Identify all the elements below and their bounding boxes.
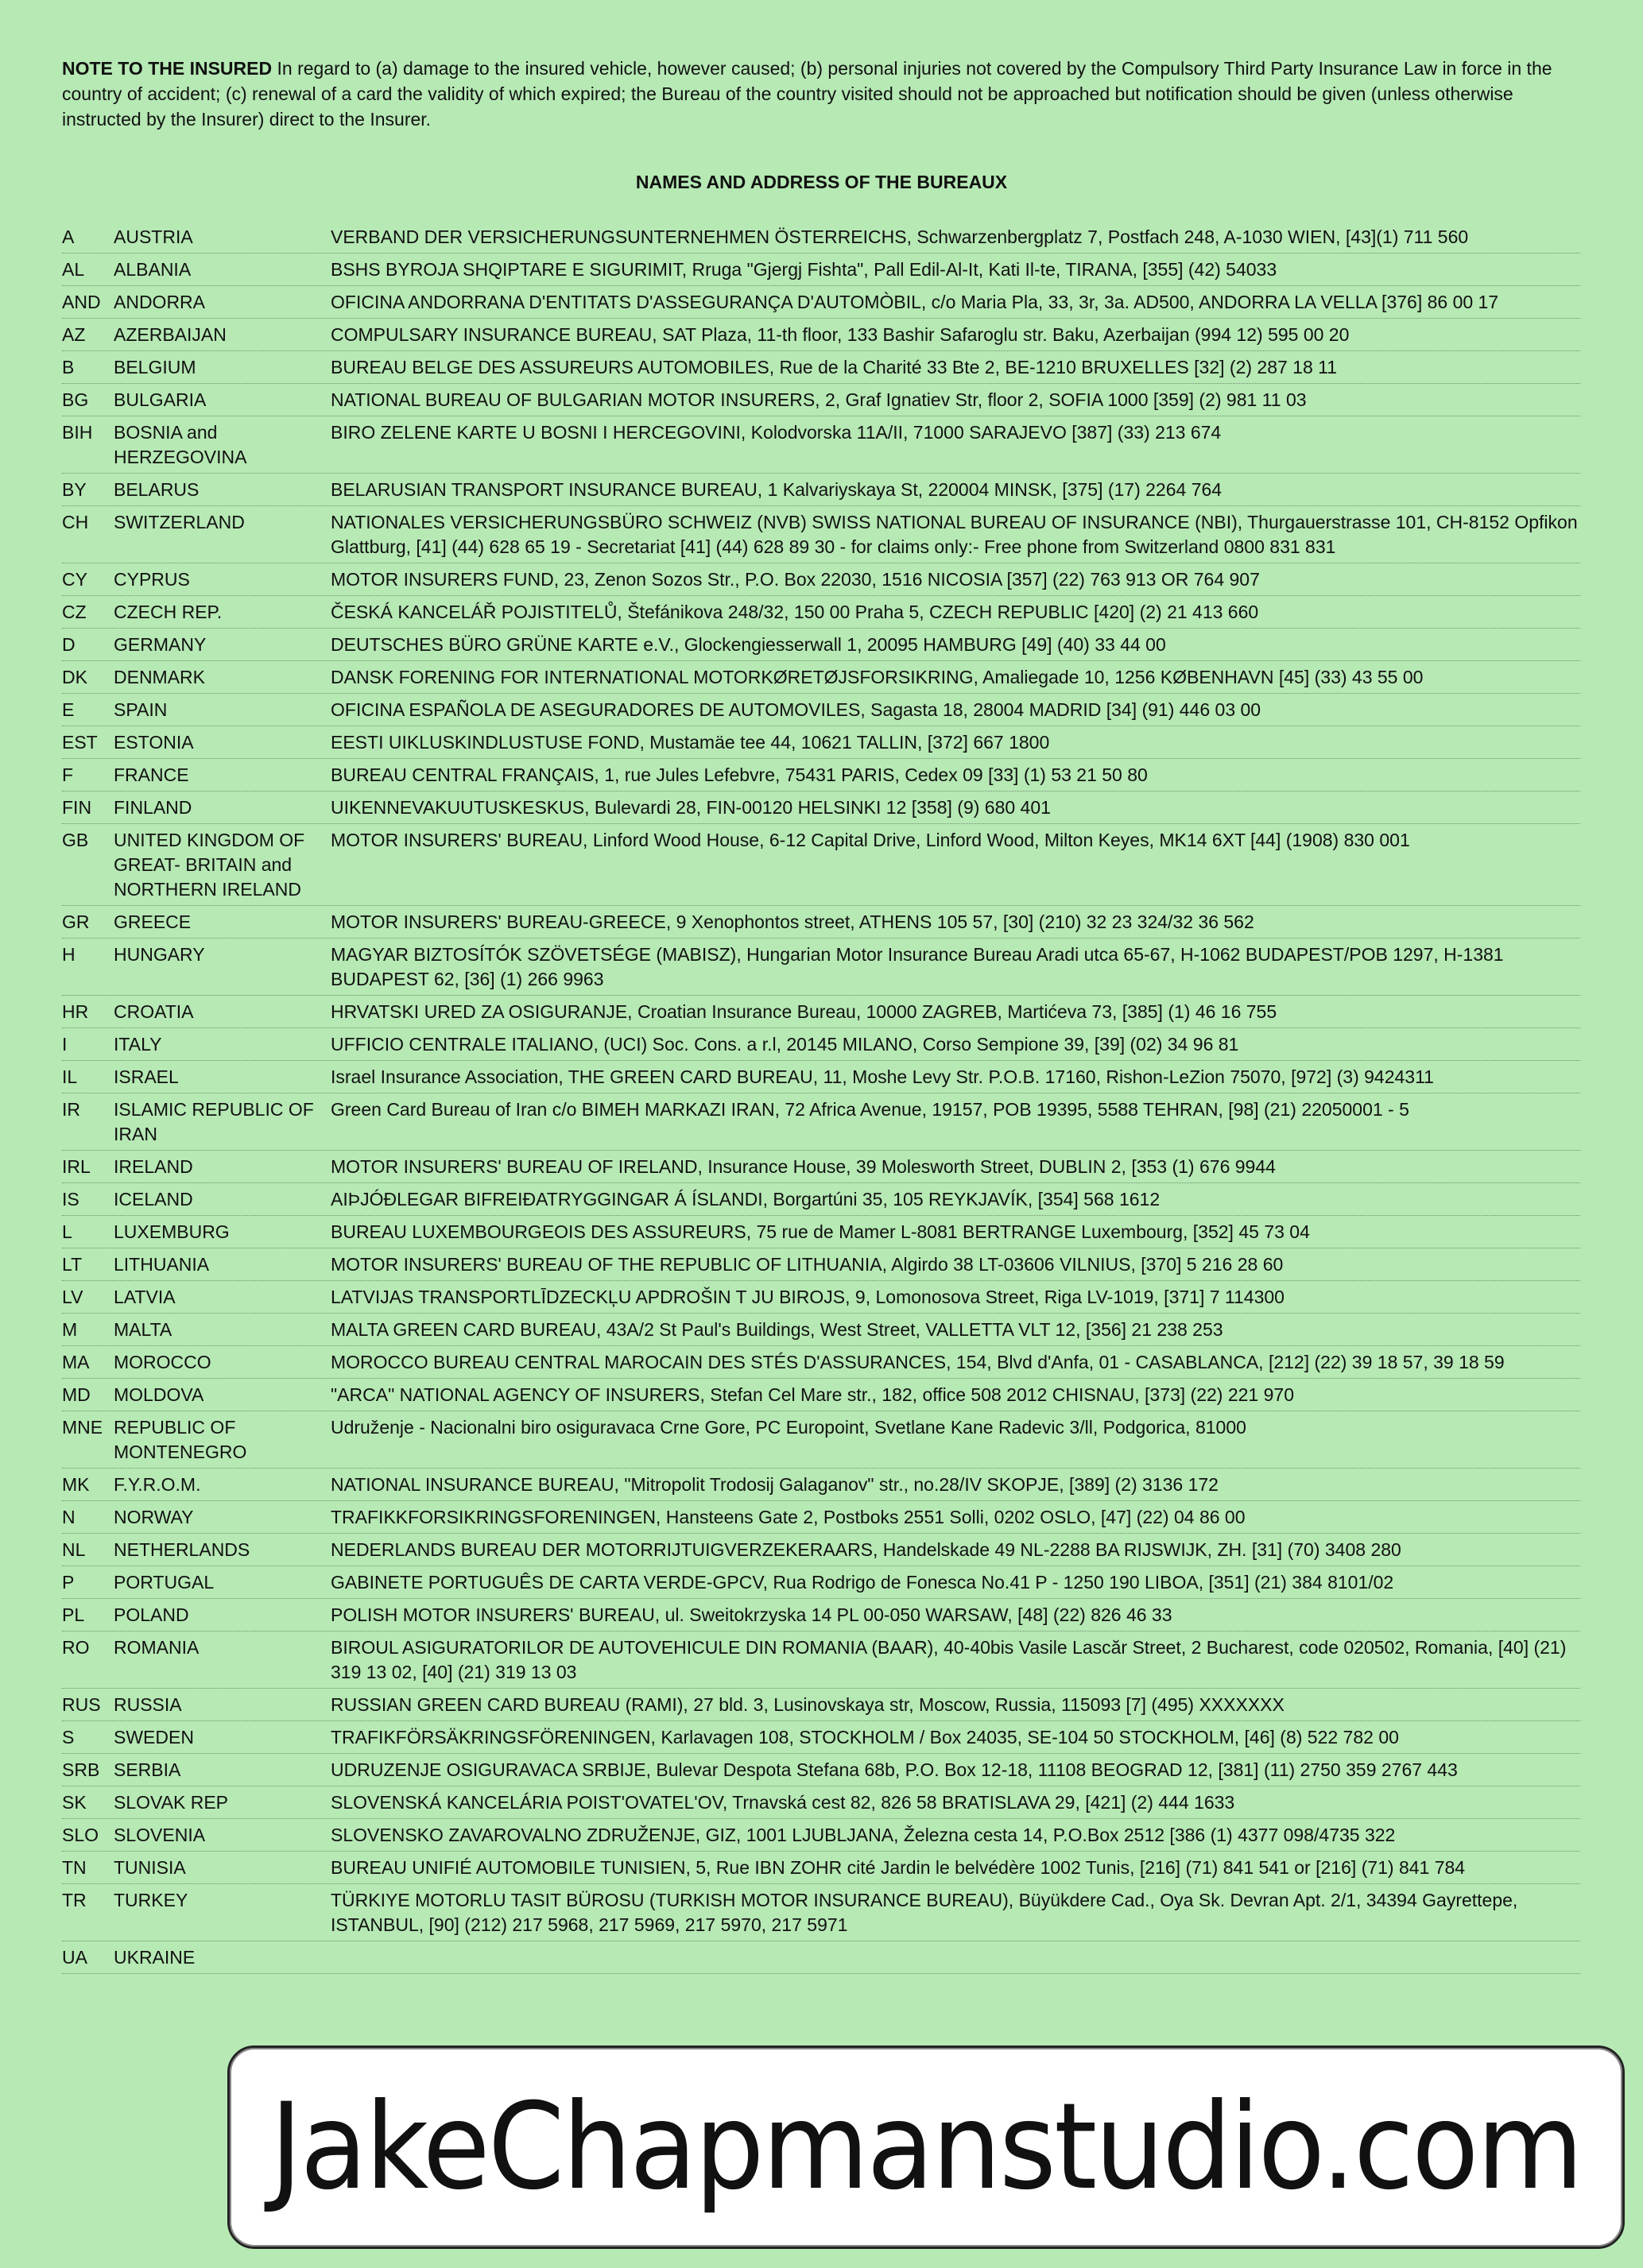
bureau-address: Israel Insurance Association, THE GREEN CARD BUREAU, 11, Moshe Levy Str. P.O.B. 17160, Rishon-LeZion 75070, [972] (3) 9424311 [331, 1066, 1434, 1087]
bureau-code: DK [62, 667, 87, 687]
bureau-country: LATVIA [114, 1287, 176, 1307]
bureau-code: IRL [62, 1156, 91, 1177]
bureau-row [62, 1216, 1580, 1248]
bureau-address: UDRUZENJE OSIGURAVACA SRBIJE, Bulevar Despota Stefana 68b, P.O. Box 12-18, 11108 BEOGRAD 12, [381] (11) 2750 359 2767 443 [331, 1759, 1458, 1780]
bureau-code: TR [62, 1890, 87, 1910]
bureau-country: LITHUANIA [114, 1254, 210, 1275]
bureau-country: AUSTRIA [114, 226, 193, 247]
bureau-code: CZ [62, 602, 87, 622]
bureau-row [62, 1411, 1580, 1469]
bureau-country: PORTUGAL [114, 1572, 215, 1593]
bureau-country: DENMARK [114, 667, 206, 687]
bureau-country: MOROCCO [114, 1352, 211, 1372]
bureau-code: S [62, 1727, 75, 1747]
bureau-code: A [62, 226, 75, 247]
bureau-row [62, 416, 1580, 474]
bureau-address: HRVATSKI URED ZA OSIGURANJE, Croatian Insurance Bureau, 10000 ZAGREB, Martićeva 73, [385] (1) 46 16 755 [331, 1001, 1277, 1022]
bureau-code: EST [62, 732, 98, 753]
bureau-country: F.Y.R.O.M. [114, 1474, 201, 1495]
bureau-country: UKRAINE [114, 1947, 196, 1968]
bureau-address: RUSSIAN GREEN CARD BUREAU (RAMI), 27 bld. 3, Lusinovskaya str, Moscow, Russia, 115093 [7] (495) XXXXXXX [331, 1694, 1285, 1715]
bureau-row [62, 1819, 1580, 1852]
bureau-row [62, 726, 1580, 759]
bureau-country: AZERBAIJAN [114, 324, 227, 345]
note-to-insured [62, 56, 1572, 132]
bureau-address: TRAFIKFÖRSÄKRINGSFÖRENINGEN, Karlavagen 108, STOCKHOLM / Box 24035, SE-104 50 STOCKHOLM, [46] (8) 522 782 00 [331, 1727, 1399, 1747]
bureau-country: NETHERLANDS [114, 1539, 250, 1560]
bureau-country: IRELAND [114, 1156, 193, 1177]
bureau-code: MNE [62, 1417, 103, 1438]
bureau-row [62, 506, 1580, 563]
bureau-code: N [62, 1507, 76, 1527]
bureau-address: EESTI UIKLUSKINDLUSTUSE FOND, Mustamäe tee 44, 10621 TALLIN, [372] 667 1800 [331, 732, 1050, 753]
bureau-code: F [62, 764, 74, 785]
bureau-address: BSHS BYROJA SHQIPTARE E SIGURIMIT, Rruga "Gjergj Fishta", Pall Edil-Al-It, Kati Il-te, TIRANA, [355] (42) 54033 [331, 259, 1277, 280]
note-text: In regard to (a) damage to the insured vehicle, however caused; (b) personal injuries not covered by the Compulsory Third Party Insurance Law in force in the country of accident; (c) renewal of a card the validity of which expired; the Bureau of the country visited should not be approached but notification should be given (unless otherwise instructed by the Insurer) direct to the Insurer. [62, 58, 1552, 130]
bureau-address: UFFICIO CENTRALE ITALIANO, (UCI) Soc. Cons. a r.l, 20145 MILANO, Corso Sempione 39, [39] (02) 34 96 81 [331, 1034, 1239, 1055]
bureau-code: IL [62, 1066, 78, 1087]
bureau-country: RUSSIA [114, 1694, 182, 1715]
bureau-code: GR [62, 911, 90, 932]
bureau-code: SLO [62, 1825, 99, 1845]
bureau-code: HR [62, 1001, 89, 1022]
bureau-row [62, 1093, 1580, 1151]
bureau-code: AND [62, 292, 101, 312]
bureaux-list [62, 221, 1580, 1974]
bureau-country: BOSNIA and HERZEGOVINA [114, 422, 247, 467]
bureau-address: "ARCA" NATIONAL AGENCY OF INSURERS, Stefan Cel Mare str., 182, office 508 2012 CHISNAU, [373] (22) 221 970 [331, 1384, 1294, 1405]
bureau-address: Green Card Bureau of Iran c/o BIMEH MARKAZI IRAN, 72 Africa Avenue, 19157, POB 19395, 5588 TEHRAN, [98] (21) 22050001 - 5 [331, 1099, 1409, 1120]
bureau-country: ICELAND [114, 1189, 193, 1209]
bureau-row [62, 661, 1580, 694]
bureau-country: CZECH REP. [114, 602, 223, 622]
bureau-row [62, 1786, 1580, 1819]
bureau-country: FRANCE [114, 764, 189, 785]
bureau-row [62, 1566, 1580, 1599]
bureau-row [62, 1689, 1580, 1721]
bureau-row [62, 474, 1580, 506]
bureau-address: GABINETE PORTUGUÊS DE CARTA VERDE-GPCV, Rua Rodrigo de Fonesca No.41 P - 1250 190 LIBOA, [351] (21) 384 8101/02 [331, 1572, 1394, 1593]
bureau-row [62, 1151, 1580, 1183]
bureau-row [62, 596, 1580, 629]
bureau-code: UA [62, 1947, 87, 1968]
bureau-code: M [62, 1319, 78, 1340]
bureau-country: SWITZERLAND [114, 512, 245, 532]
bureau-row [62, 1346, 1580, 1379]
bureau-row [62, 824, 1580, 906]
bureau-row [62, 996, 1580, 1028]
bureau-address: BUREAU UNIFIÉ AUTOMOBILE TUNISIEN, 5, Rue IBN ZOHR cité Jardin le belvédère 1002 Tunis, [216] (71) 841 541 or [216] (71) 841 784 [331, 1857, 1466, 1878]
bureau-country: POLAND [114, 1604, 189, 1625]
bureau-country: ROMANIA [114, 1637, 200, 1658]
bureau-country: ALBANIA [114, 259, 192, 280]
bureau-address: TRAFIKKFORSIKRINGSFORENINGEN, Hansteens Gate 2, Postboks 2551 Solli, 0202 OSLO, [47] (22) 04 86 00 [331, 1507, 1246, 1527]
bureau-country: NORWAY [114, 1507, 194, 1527]
bureau-row [62, 1248, 1580, 1281]
bureau-code: MD [62, 1384, 91, 1405]
bureau-country: SLOVAK REP [114, 1792, 229, 1813]
bureau-address: UIKENNEVAKUUTUSKESKUS, Bulevardi 28, FIN-00120 HELSINKI 12 [358] (9) 680 401 [331, 797, 1051, 818]
bureau-code: B [62, 357, 75, 377]
bureau-code: L [62, 1221, 72, 1242]
bureau-country: ISLAMIC REPUBLIC OF IRAN [114, 1099, 314, 1144]
bureau-code: AZ [62, 324, 86, 345]
bureau-row [62, 1183, 1580, 1216]
bureau-address: NATIONAL INSURANCE BUREAU, "Mitropolit Trodosij Galaganov" str., no.28/IV SKOPJE, [389] (2) 3136 172 [331, 1474, 1219, 1495]
bureau-row [62, 221, 1580, 254]
bureau-address: DEUTSCHES BÜRO GRÜNE KARTE e.V., Glockengiesserwall 1, 20095 HAMBURG [49] (40) 33 44 00 [331, 634, 1166, 655]
bureau-country: TURKEY [114, 1890, 188, 1910]
bureau-country: TUNISIA [114, 1857, 186, 1878]
watermark-text: JakeChapmanstudio.com [270, 2078, 1582, 2216]
bureau-row [62, 1631, 1580, 1689]
bureau-code: IR [62, 1099, 80, 1120]
bureau-address: MAGYAR BIZTOSÍTÓK SZÖVETSÉGE (MABISZ), Hungarian Motor Insurance Bureau Aradi utca 65-67, H-1062 BUDAPEST/POB 1297, H-1381 BUDAPEST 62, [36] (1) 266 9963 [331, 944, 1504, 989]
bureau-code: BG [62, 389, 89, 410]
bureau-code: D [62, 634, 76, 655]
section-title: NAMES AND ADDRESS OF THE BUREAUX [635, 172, 1008, 192]
bureau-country: FINLAND [114, 797, 192, 818]
bureau-country: ISRAEL [114, 1066, 179, 1087]
bureau-country: BELGIUM [114, 357, 196, 377]
bureau-code: IS [62, 1189, 79, 1209]
bureau-country: MALTA [114, 1319, 172, 1340]
bureau-row [62, 1884, 1580, 1941]
bureau-country: BELARUS [114, 479, 200, 500]
bureau-address: BUREAU LUXEMBOURGEOIS DES ASSUREURS, 75 rue de Mamer L-8081 BERTRANGE Luxembourg, [352] 45 73 04 [331, 1221, 1310, 1242]
bureau-code: CH [62, 512, 89, 532]
bureau-row [62, 759, 1580, 791]
bureau-country: SPAIN [114, 699, 168, 720]
bureau-address: MOTOR INSURERS' BUREAU OF THE REPUBLIC OF LITHUANIA, Algirdo 38 LT-03606 VILNIUS, [370] 5 216 28 60 [331, 1254, 1284, 1275]
bureau-row [62, 1379, 1580, 1411]
bureau-address: DANSK FORENING FOR INTERNATIONAL MOTORKØRETØJSFORSIKRING, Amaliegade 10, 1256 KØBENHAVN [45] (33) 43 55 00 [331, 667, 1424, 687]
bureau-code: E [62, 699, 75, 720]
note-label: NOTE TO THE INSURED [62, 58, 273, 79]
bureau-country: ITALY [114, 1034, 162, 1055]
bureau-code: FIN [62, 797, 92, 818]
bureau-address: MOTOR INSURERS FUND, 23, Zenon Sozos Str., P.O. Box 22030, 1516 NICOSIA [357] (22) 763 913 OR 764 907 [331, 569, 1260, 590]
bureau-code: MA [62, 1352, 90, 1372]
bureau-row [62, 906, 1580, 939]
bureau-code: SRB [62, 1759, 100, 1780]
bureau-row [62, 629, 1580, 661]
bureau-country: SLOVENIA [114, 1825, 206, 1845]
bureau-row [62, 1469, 1580, 1501]
bureau-country: GREECE [114, 911, 192, 932]
bureau-country: HUNGARY [114, 944, 205, 965]
bureau-country: REPUBLIC OF MONTENEGRO [114, 1417, 247, 1462]
bureau-row [62, 1534, 1580, 1566]
bureau-code: I [62, 1034, 68, 1055]
bureau-address: NATIONALES VERSICHERUNGSBÜRO SCHWEIZ (NVB) SWISS NATIONAL BUREAU OF INSURANCE (NBI), Thurgauerstrasse 101, CH-8152 Opfikon Glattburg, [41] (44) 628 65 19 - Secretariat [41] (44) 628 89 30 - for claims only:- Free phone from Switzerland 0800 831 831 [331, 512, 1578, 557]
bureau-code: TN [62, 1857, 87, 1878]
bureau-address: MALTA GREEN CARD BUREAU, 43A/2 St Paul's Buildings, West Street, VALLETTA VLT 12, [356] 21 238 253 [331, 1319, 1223, 1340]
bureau-code: RO [62, 1637, 90, 1658]
bureau-row [62, 1501, 1580, 1534]
bureau-address: BIRO ZELENE KARTE U BOSNI I HERCEGOVINI, Kolodvorska 11A/II, 71000 SARAJEVO [387] (33) 213 674 [331, 422, 1222, 443]
bureau-address: ČESKÁ KANCELÁŘ POJISTITELŮ, Štefánikova 248/32, 150 00 Praha 5, CZECH REPUBLIC [420] (2) 21 413 660 [331, 602, 1259, 622]
bureau-address: BIROUL ASIGURATORILOR DE AUTOVEHICULE DIN ROMANIA (BAAR), 40-40bis Vasile Lascăr Street, 2 Bucharest, code 020502, Romania, [40] (21) 319 13 02, [40] (21) 319 13 03 [331, 1637, 1567, 1682]
bureau-code: CY [62, 569, 87, 590]
bureau-country: SWEDEN [114, 1727, 194, 1747]
bureau-address: MOROCCO BUREAU CENTRAL MAROCAIN DES STÉS D'ASSURANCES, 154, Blvd d'Anfa, 01 - CASABLANCA, [212] (22) 39 18 57, 39 18 59 [331, 1352, 1505, 1372]
bureau-country: ANDORRA [114, 292, 206, 312]
bureau-country: CYPRUS [114, 569, 190, 590]
bureau-code: H [62, 944, 76, 965]
bureau-country: LUXEMBURG [114, 1221, 230, 1242]
bureau-row [62, 563, 1580, 596]
watermark-banner [227, 2045, 1625, 2249]
bureau-row [62, 791, 1580, 824]
bureau-code: BIH [62, 422, 93, 443]
bureau-country: ESTONIA [114, 732, 194, 753]
bureau-row [62, 1281, 1580, 1314]
bureau-country: SERBIA [114, 1759, 181, 1780]
bureau-code: BY [62, 479, 87, 500]
bureau-address: TÜRKIYE MOTORLU TASIT BÜROSU (TURKISH MOTOR INSURANCE BUREAU), Büyükdere Cad., Oya Sk. Devran Apt. 2/1, 34394 Gayrettepe, ISTANBUL, [90] (212) 217 5968, 217 5969, 217 5970, 217 5971 [331, 1890, 1518, 1935]
bureau-address: NEDERLANDS BUREAU DER MOTORRIJTUIGVERZEKERAARS, Handelskade 49 NL-2288 BA RIJSWIJK, ZH. [31] (70) 3408 280 [331, 1539, 1401, 1560]
bureau-code: LV [62, 1287, 83, 1307]
bureau-code: PL [62, 1604, 85, 1625]
bureau-code: P [62, 1572, 75, 1593]
bureau-address: MOTOR INSURERS' BUREAU, Linford Wood House, 6-12 Capital Drive, Linford Wood, Milton Keyes, MK14 6XT [44] (1908) 830 001 [331, 830, 1410, 850]
bureau-code: RUS [62, 1694, 101, 1715]
bureau-row [62, 939, 1580, 996]
bureau-row [62, 1754, 1580, 1786]
bureau-code: LT [62, 1254, 83, 1275]
bureau-code: GB [62, 830, 89, 850]
bureau-address: AIÞJÓÐLEGAR BIFREIÐATRYGGINGAR Á ÍSLANDI, Borgartúni 35, 105 REYKJAVÍK, [354] 568 1612 [331, 1189, 1161, 1209]
bureau-address: BUREAU CENTRAL FRANÇAIS, 1, rue Jules Lefebvre, 75431 PARIS, Cedex 09 [33] (1) 53 21 50 80 [331, 764, 1148, 785]
bureau-row [62, 384, 1580, 416]
bureau-row [62, 1721, 1580, 1754]
bureau-row [62, 1599, 1580, 1631]
bureau-address: SLOVENSKO ZAVAROVALNO ZDRUŽENJE, GIZ, 1001 LJUBLJANA, Železna cesta 14, P.O.Box 2512 [386 (1) 4377 098/4735 322 [331, 1825, 1396, 1845]
bureau-address: MOTOR INSURERS' BUREAU OF IRELAND, Insurance House, 39 Molesworth Street, DUBLIN 2, [353 (1) 676 9944 [331, 1156, 1276, 1177]
bureau-address: MOTOR INSURERS' BUREAU-GREECE, 9 Xenophontos street, ATHENS 105 57, [30] (210) 32 23 324/32 36 562 [331, 911, 1254, 932]
bureau-address: OFICINA ANDORRANA D'ENTITATS D'ASSEGURANÇA D'AUTOMÒBIL, c/o Maria Pla, 33, 3r, 3a. AD500, ANDORRA LA VELLA [376] 86 00 17 [331, 292, 1499, 312]
bureau-code: NL [62, 1539, 86, 1560]
bureau-row [62, 694, 1580, 726]
bureau-country: BULGARIA [114, 389, 207, 410]
bureau-address: NATIONAL BUREAU OF BULGARIAN MOTOR INSURERS, 2, Graf Ignatiev Str, floor 2, SOFIA 1000 [359] (2) 981 11 03 [331, 389, 1307, 410]
bureau-row [62, 254, 1580, 286]
bureau-country: MOLDOVA [114, 1384, 204, 1405]
bureau-code: MK [62, 1474, 90, 1495]
bureau-address: COMPULSARY INSURANCE BUREAU, SAT Plaza, 11-th floor, 133 Bashir Safaroglu str. Baku, Azerbaijan (994 12) 595 00 20 [331, 324, 1350, 345]
bureau-address: LATVIJAS TRANSPORTLĪDZECKĻU APDROŠIN T JU BIROJS, 9, Lomonosova Street, Riga LV-1019, [371] 7 114300 [331, 1287, 1285, 1307]
bureau-code: AL [62, 259, 85, 280]
bureau-country: UNITED KINGDOM OF GREAT- BRITAIN and NORTHERN IRELAND [114, 830, 305, 900]
bureau-row [62, 286, 1580, 319]
bureau-address: SLOVENSKÁ KANCELÁRIA POIST'OVATEL'OV, Trnavská cest 82, 826 58 BRATISLAVA 29, [421] (2) 444 1633 [331, 1792, 1235, 1813]
bureau-row [62, 1852, 1580, 1884]
bureau-row [62, 1061, 1580, 1093]
bureau-row [62, 1941, 1580, 1974]
bureau-address: BUREAU BELGE DES ASSUREURS AUTOMOBILES, Rue de la Charité 33 Bte 2, BE-1210 BRUXELLES [32] (2) 287 18 11 [331, 357, 1338, 377]
bureau-row [62, 351, 1580, 384]
bureau-address: BELARUSIAN TRANSPORT INSURANCE BUREAU, 1 Kalvariyskaya St, 220004 MINSK, [375] (17) 2264 764 [331, 479, 1223, 500]
bureau-row [62, 1028, 1580, 1061]
bureau-address: OFICINA ESPAÑOLA DE ASEGURADORES DE AUTOMOVILES, Sagasta 18, 28004 MADRID [34] (91) 446 03 00 [331, 699, 1261, 720]
bureau-country: GERMANY [114, 634, 207, 655]
bureau-row [62, 319, 1580, 351]
bureau-code: SK [62, 1792, 87, 1813]
bureau-address: Udruženje - Nacionalni biro osiguravaca Crne Gore, PC Europoint, Svetlane Kane Radevic 3/ll, Podgorica, 81000 [331, 1417, 1246, 1438]
bureau-row [62, 1314, 1580, 1346]
bureau-address: POLISH MOTOR INSURERS' BUREAU, ul. Sweitokrzyska 14 PL 00-050 WARSAW, [48] (22) 826 46 33 [331, 1604, 1172, 1625]
bureau-address: VERBAND DER VERSICHERUNGSUNTERNEHMEN ÖSTERREICHS, Schwarzenbergplatz 7, Postfach 248, A-1030 WIEN, [43](1) 711 560 [331, 226, 1469, 247]
bureau-country: CROATIA [114, 1001, 194, 1022]
